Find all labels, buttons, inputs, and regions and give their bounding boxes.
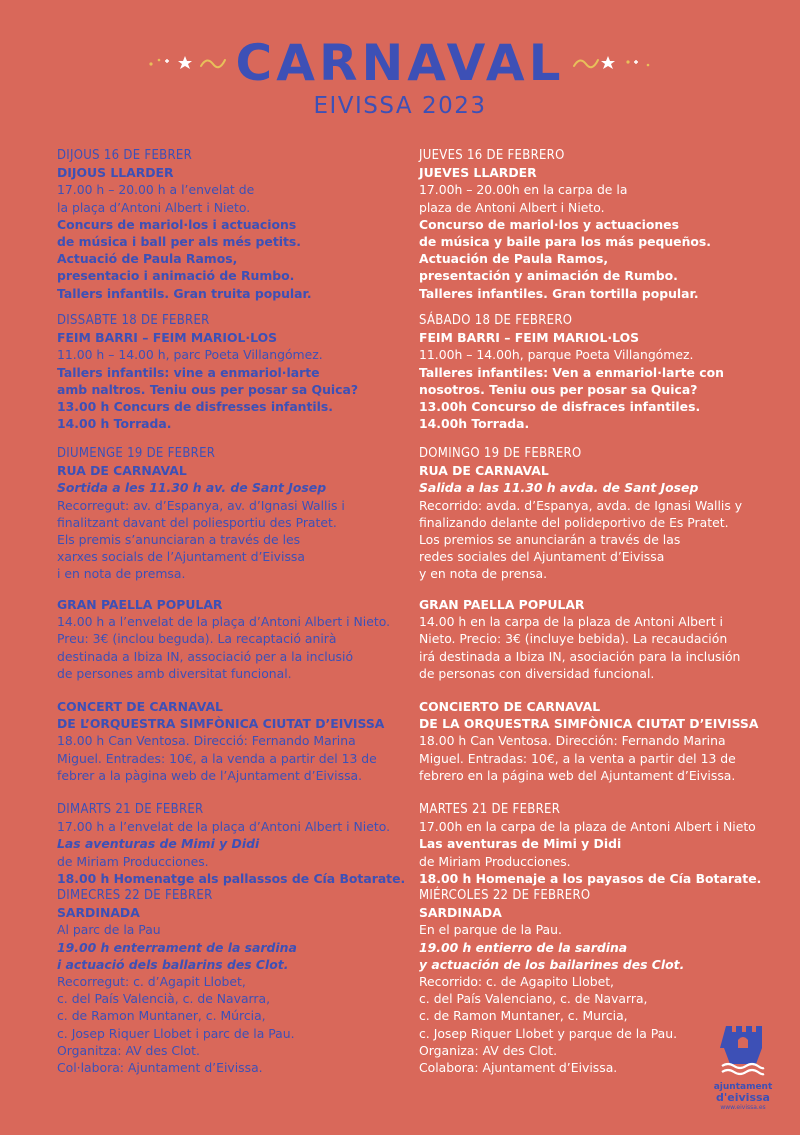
castle-icon [720, 1022, 766, 1076]
logo-line-1: ajuntament [713, 1082, 773, 1092]
poster-title: CARNAVAL [235, 34, 565, 92]
spanish-event-line: Salida a las 11.30 h avda. de Sant Josep [419, 480, 699, 496]
catalan-event-line: xarxes socials de l’Ajuntament d’Eivissa [57, 549, 305, 565]
catalan-event-heading: DIUMENGE 19 DE FEBRER [57, 446, 216, 461]
catalan-event-line: c. Josep Riquer Llobet i parc de la Pau. [57, 1025, 295, 1041]
spanish-event-line: Miguel. Entradas: 10€, a la venta a partir del 13 de [419, 750, 736, 766]
spanish-event-line: Concurso de mariol·los y actuaciones [419, 216, 679, 232]
catalan-event-line: 13.00 h Concurs de disfresses infantils. [57, 399, 334, 415]
catalan-event-line: la plaça d’Antoni Albert i Nieto. [57, 199, 251, 215]
catalan-event-section [57, 596, 402, 682]
catalan-event-heading: CONCERT DE CARNAVAL [57, 699, 223, 714]
spanish-event-line: de personas con diversidad funcional. [419, 665, 655, 681]
spanish-event-section [419, 445, 764, 583]
spanish-event-line: plaza de Antoni Albert i Nieto. [419, 199, 605, 215]
spanish-event-heading: DOMINGO 19 DE FEBRERO [419, 446, 582, 461]
catalan-event-line: Recorregut: c. d’Agapit Llobet, [57, 974, 246, 990]
spanish-event-heading: JUEVES 16 DE FEBRERO [419, 148, 565, 163]
spanish-event-heading: GRAN PAELLA POPULAR [419, 597, 585, 612]
spanish-event-line: 19.00 h entierro de la sardina [419, 939, 628, 955]
spanish-event-line: c. del País Valenciano, c. de Navarra, [419, 991, 648, 1007]
spanish-event-line: SARDINADA [419, 905, 502, 921]
catalan-event-heading: DIJOUS 16 DE FEBRER [57, 148, 192, 163]
spanish-event-line: finalizando delante del polideportivo de Es Pratet. [419, 514, 729, 530]
catalan-event-line: 11.00 h – 14.00 h, parc Poeta Villangómez. [57, 347, 323, 363]
spanish-event-line: de Miriam Producciones. [419, 853, 571, 869]
catalan-event-line: Concurs de mariol·los i actuacions [57, 216, 297, 232]
catalan-event-line: de Miriam Producciones. [57, 853, 209, 869]
catalan-event-section [57, 801, 406, 887]
catalan-event-line: i en nota de premsa. [57, 566, 186, 582]
spanish-event-section [419, 312, 764, 432]
catalan-event-line: 17.00 h – 20.00 h a l’envelat de [57, 182, 255, 198]
spanish-event-line: c. de Ramon Muntaner, c. Murcia, [419, 1008, 628, 1024]
catalan-event-heading: DISSABTE 18 DE FEBRER [57, 313, 210, 328]
spanish-event-line: 17.00h en la carpa de la plaza de Antoni Albert i Nieto [419, 819, 756, 835]
spanish-event-line: y actuación de los bailarines des Clot. [419, 956, 685, 972]
catalan-event-section [57, 147, 402, 302]
spanish-event-line: Las aventuras de Mimi y Didi [419, 836, 622, 852]
spanish-event-line: de música y baile para los más pequeños. [419, 234, 712, 250]
spanish-event-section [419, 147, 764, 302]
spanish-event-section [419, 698, 764, 784]
logo-url: www.eivissa.es [720, 1104, 766, 1111]
spanish-event-line: JUEVES LLARDER [419, 165, 537, 181]
catalan-event-line: i actuació dels ballarins des Clot. [57, 956, 289, 972]
spanish-event-line: Talleres infantiles. Gran tortilla popular. [419, 285, 699, 301]
catalan-event-heading: DIMECRES 22 DE FEBRER [57, 888, 213, 903]
catalan-event-line: Recorregut: av. d’Espanya, av. d’Ignasi Wallis i [57, 497, 345, 513]
spanish-event-line: febrero en la página web del Ajuntament d’Eivissa. [419, 767, 736, 783]
spanish-event-line: En el parque de la Pau. [419, 922, 562, 938]
catalan-event-section [57, 445, 402, 583]
spanish-event-heading: SÁBADO 18 DE FEBRERO [419, 313, 573, 328]
spanish-event-line: Organiza: AV des Clot. [419, 1042, 558, 1058]
catalan-event-line: Tallers infantils. Gran truita popular. [57, 285, 312, 301]
spanish-event-line: 17.00h – 20.00h en la carpa de la [419, 182, 628, 198]
spanish-event-line: 14.00 h en la carpa de la plaza de Antoni Albert i [419, 614, 723, 630]
spanish-event-line: DE LA ORQUESTRA SIMFÒNICA CIUTAT D’EIVISSA [419, 716, 759, 732]
catalan-event-line: c. del País Valencià, c. de Navarra, [57, 991, 271, 1007]
spanish-event-line: RUA DE CARNAVAL [419, 463, 549, 479]
catalan-event-line: Miguel. Entrades: 10€, a la venda a partir del 13 de [57, 750, 377, 766]
catalan-event-line: Tallers infantils: vine a enmariol·larte [57, 364, 320, 380]
catalan-event-line: Els premis s’anunciaran a través de les [57, 532, 301, 548]
catalan-event-line: Las aventuras de Mimi y Didi [57, 836, 260, 852]
catalan-event-line: Al parc de la Pau [57, 922, 161, 938]
catalan-event-line: 18.00 h Homenatge als pallassos de Cía Botarate. [57, 870, 406, 886]
spanish-event-section [419, 596, 764, 682]
spanish-event-line: Los premios se anunciarán a través de las [419, 532, 681, 548]
spanish-event-line: 18.00 h Can Ventosa. Dirección: Fernando Marina [419, 733, 726, 749]
catalan-event-line: Preu: 3€ (inclou beguda). La recaptació anirà [57, 631, 337, 647]
ajuntament-logo [713, 1022, 773, 1117]
catalan-event-line: destinada a Ibiza IN, associació per a la inclusió [57, 648, 354, 664]
catalan-event-line: amb naltros. Teniu ous per posar sa Quica? [57, 381, 359, 397]
spanish-event-line: presentación y animación de Rumbo. [419, 268, 678, 284]
spanish-event-line: Colabora: Ajuntament d’Eivissa. [419, 1060, 618, 1076]
catalan-event-line: Organitza: AV des Clot. [57, 1042, 200, 1058]
logo-line-2: d'eivissa [716, 1091, 770, 1104]
catalan-event-line: de música i ball per als més petits. [57, 234, 302, 250]
catalan-event-line: 14.00 h Torrada. [57, 416, 172, 432]
spanish-event-heading: MIÉRCOLES 22 DE FEBRERO [419, 888, 591, 903]
spanish-event-line: redes sociales del Ajuntament d’Eivissa [419, 549, 665, 565]
catalan-event-section [57, 312, 402, 432]
spanish-event-line: Actuación de Paula Ramos, [419, 251, 609, 267]
catalan-event-line: DIJOUS LLARDER [57, 165, 174, 181]
spanish-event-line: nosotros. Teniu ous per posar sa Quica? [419, 381, 698, 397]
spanish-event-line: irá destinada a Ibiza IN, asociación para la inclusión [419, 648, 741, 664]
poster-subtitle: EIVISSA 2023 [313, 93, 487, 119]
catalan-event-line: presentacio i animació de Rumbo. [57, 268, 295, 284]
spanish-event-section [419, 801, 764, 887]
catalan-event-line: 17.00 h a l’envelat de la plaça d’Antoni Albert i Nieto. [57, 819, 391, 835]
spanish-event-line: Talleres infantiles: Ven a enmariol·larte con [419, 364, 724, 380]
catalan-event-line: febrer a la pàgina web de l’Ajuntament d’Eivissa. [57, 767, 363, 783]
spanish-event-line: FEIM BARRI – FEIM MARIOL·LOS [419, 330, 640, 346]
spanish-event-line: 14.00h Torrada. [419, 416, 530, 432]
catalan-event-heading: GRAN PAELLA POPULAR [57, 597, 223, 612]
spanish-event-heading: MARTES 21 DE FEBRER [419, 802, 561, 817]
spanish-event-line: Recorrido: c. de Agapito Llobet, [419, 974, 614, 990]
catalan-event-line: Sortida a les 11.30 h av. de Sant Josep [57, 480, 327, 496]
catalan-event-line: 14.00 h a l’envelat de la plaça d’Antoni Albert i Nieto. [57, 614, 391, 630]
spanish-event-heading: CONCIERTO DE CARNAVAL [419, 699, 601, 714]
spanish-event-line: 18.00 h Homenaje a los payasos de Cía Botarate. [419, 870, 762, 886]
catalan-event-line: DE L’ORQUESTRA SIMFÒNICA CIUTAT D’EIVISSA [57, 716, 385, 732]
catalan-event-line: SARDINADA [57, 905, 140, 921]
spanish-event-line: 11.00h – 14.00h, parque Poeta Villangómez. [419, 347, 694, 363]
catalan-event-line: FEIM BARRI – FEIM MARIOL·LOS [57, 330, 278, 346]
catalan-event-line: 18.00 h Can Ventosa. Direcció: Fernando Marina [57, 733, 356, 749]
catalan-event-line: 19.00 h enterrament de la sardina [57, 939, 297, 955]
catalan-event-section [57, 887, 402, 1076]
spanish-event-line: Recorrido: avda. d’Espanya, avda. de Ignasi Wallis y [419, 497, 743, 513]
catalan-event-section [57, 698, 402, 784]
spanish-event-line: 13.00h Concurso de disfraces infantiles. [419, 399, 701, 415]
catalan-event-line: Actuació de Paula Ramos, [57, 251, 238, 267]
catalan-event-heading: DIMARTS 21 DE FEBRER [57, 802, 204, 817]
spanish-event-line: c. Josep Riquer Llobet y parque de la Pau. [419, 1025, 678, 1041]
catalan-event-line: RUA DE CARNAVAL [57, 463, 187, 479]
spanish-event-line: Nieto. Precio: 3€ (incluye bebida). La recaudación [419, 631, 728, 647]
catalan-event-line: c. de Ramon Muntaner, c. Múrcia, [57, 1008, 266, 1024]
catalan-event-line: Col·labora: Ajuntament d’Eivissa. [57, 1060, 263, 1076]
catalan-event-line: finalitzant davant del poliesportiu des Pratet. [57, 514, 337, 530]
catalan-event-line: de persones amb diversitat funcional. [57, 665, 292, 681]
spanish-event-line: y en nota de prensa. [419, 566, 548, 582]
